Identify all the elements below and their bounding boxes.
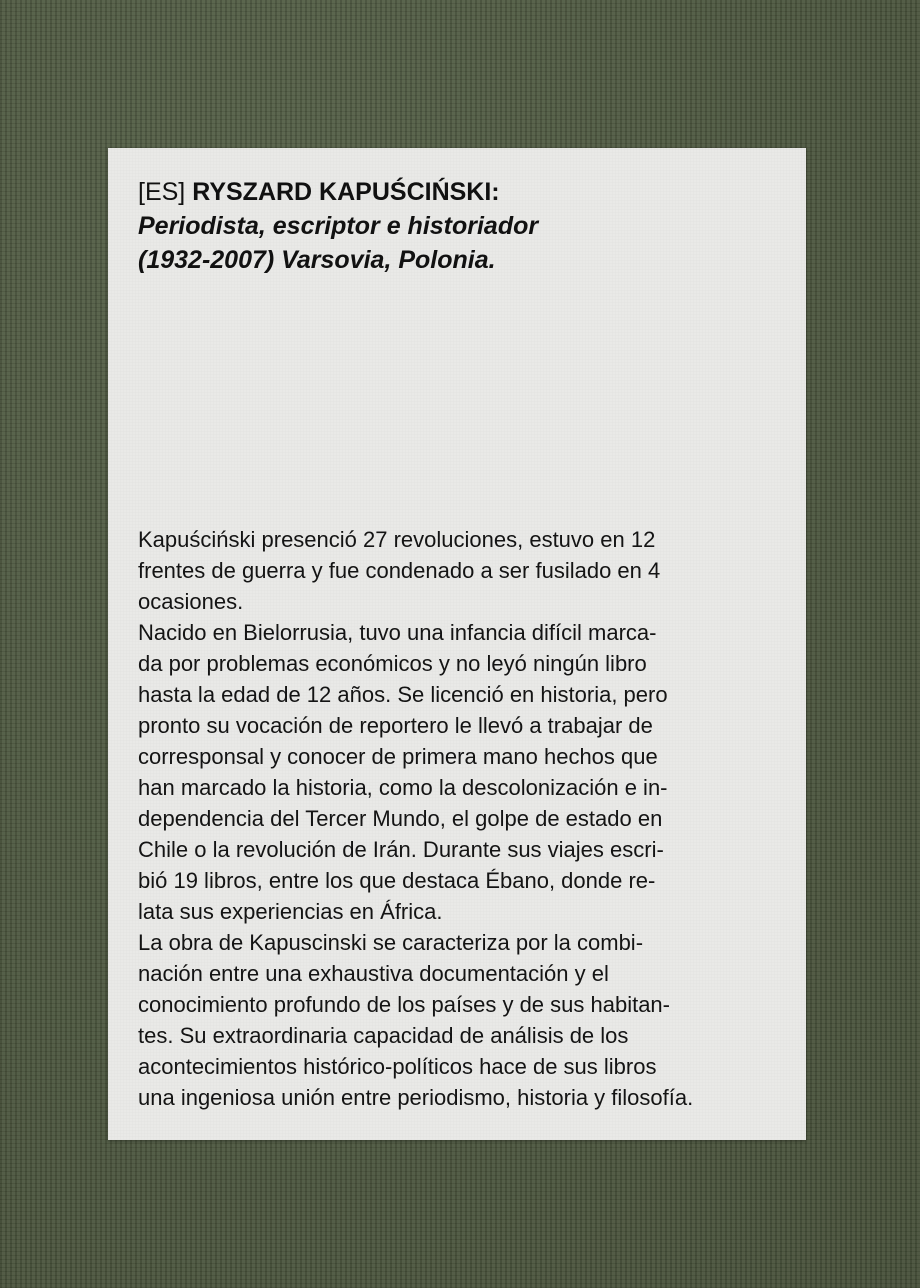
bio-line: Kapuściński presenció 27 revoluciones, estuvo en 12 [138,527,656,552]
author-subtitle-line-1: Periodista, escriptor e historiador [138,212,539,240]
bio-line: lata sus experiencias en África. [138,899,443,924]
bio-line: bió 19 libros, entre los que destaca Ébano, donde re- [138,868,656,893]
bio-line: nación entre una exhaustiva documentación y el [138,961,609,986]
card-header [138,175,778,277]
bio-line: Chile o la revolución de Irán. Durante sus viajes escri- [138,837,664,862]
bio-line: conocimiento profundo de los países y de sus habitan- [138,992,670,1017]
bio-line: han marcado la historia, como la descolonización e in- [138,775,668,800]
bio-line: tes. Su extraordinaria capacidad de análisis de los [138,1023,629,1048]
biography-text [138,524,778,1113]
bio-line: La obra de Kapuscinski se caracteriza por la combi- [138,930,644,955]
bio-line: pronto su vocación de reportero le llevó a trabajar de [138,713,653,738]
bio-line: frentes de guerra y fue condenado a ser fusilado en 4 [138,558,661,583]
bio-line: corresponsal y conocer de primera mano hechos que [138,744,658,769]
info-card [108,148,806,1140]
author-name: RYSZARD KAPUŚCIŃSKI: [192,178,500,206]
bio-line: da por problemas económicos y no leyó ningún libro [138,651,647,676]
bio-line: Nacido en Bielorrusia, tuvo una infancia difícil marca- [138,620,657,645]
author-subtitle-line-2: (1932-2007) Varsovia, Polonia. [138,246,496,274]
bio-line: una ingeniosa unión entre periodismo, historia y filosofía. [138,1085,694,1110]
bio-line: acontecimientos histórico-políticos hace de sus libros [138,1054,657,1079]
language-tag: [ES] [138,178,186,206]
bio-line: dependencia del Tercer Mundo, el golpe de estado en [138,806,663,831]
bio-line: ocasiones. [138,589,244,614]
bio-line: hasta la edad de 12 años. Se licenció en historia, pero [138,682,668,707]
